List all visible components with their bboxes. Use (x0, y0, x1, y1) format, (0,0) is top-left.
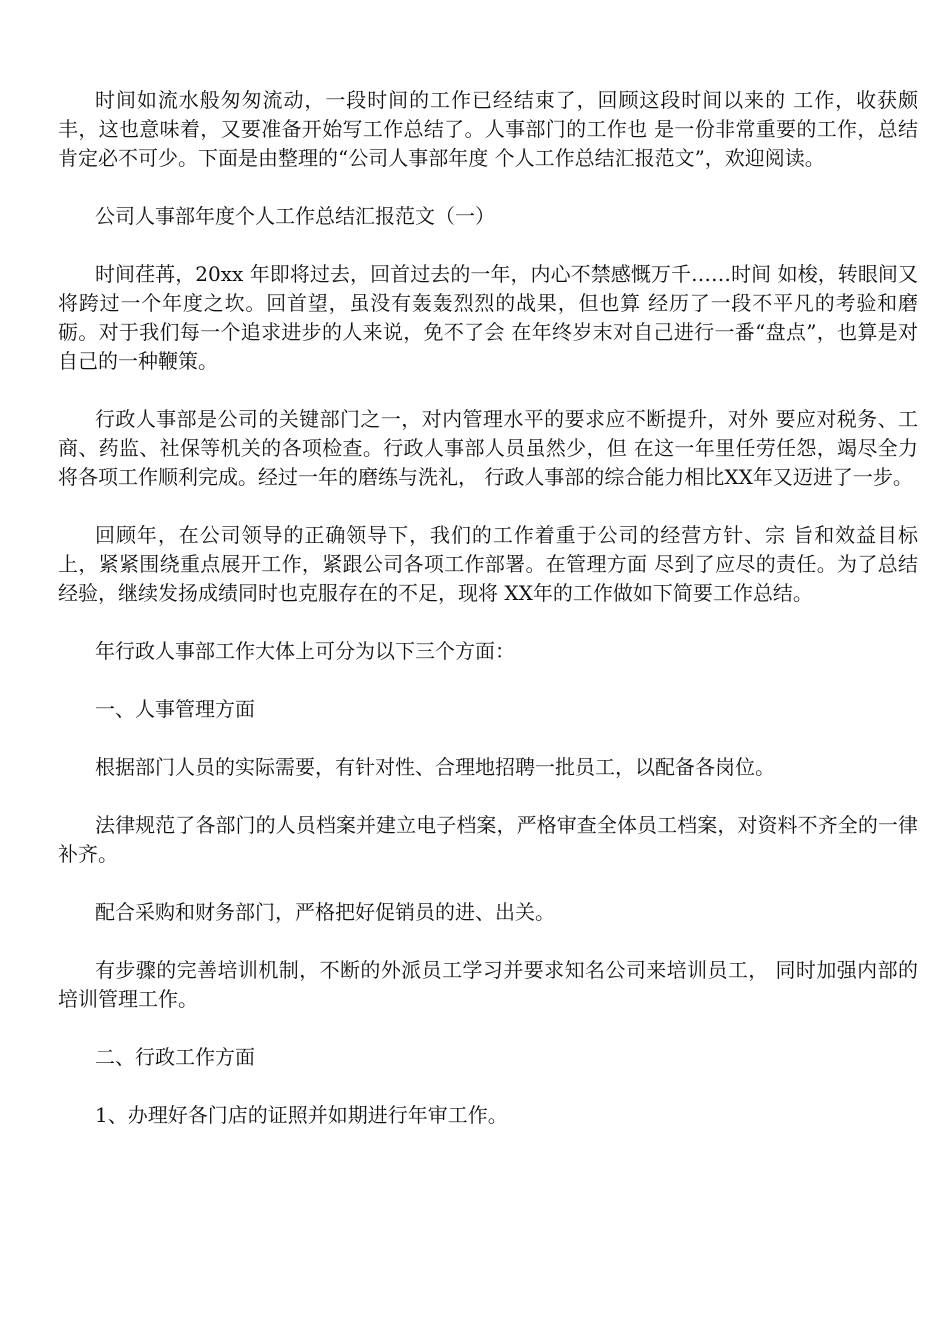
list-item: 1、办理好各门店的证照并如期进行年审工作。 (95, 1103, 508, 1127)
body-paragraph: 时间荏苒，20xx 年即将过去，回首过去的一年，内心不禁感慨万千……时间 如梭，转眼间又将跨过一个年度之坎。回首望，虽没有轰轰烈烈的战果，但也算 经历了一段不平凡的考验和磨砺。对于我们每一个追求进步的人来说，免不了会 在年终岁末对自己进行一番“盘点”，也算是对自己的一种鞭策。 (58, 262, 918, 373)
intro-paragraph: 时间如流水般匆匆流动，一段时间的工作已经结束了，回顾这段时间以来的 工作，收获颇丰，这也意味着，又要准备开始写工作总结了。人事部门的工作也 是一份非常重要的工作，总结肯定必不可少。下面是由整理的“公司人事部年度 个人工作总结汇报范文”，欢迎阅读。 (58, 88, 918, 170)
subsection-heading: 一、人事管理方面 (95, 697, 255, 721)
body-paragraph: 根据部门人员的实际需要，有针对性、合理地招聘一批员工，以配备各岗位。 (95, 755, 775, 779)
body-paragraph: 有步骤的完善培训机制，不断的外派员工学习并要求知名公司来培训员工， 同时加强内部的培训管理工作。 (58, 958, 918, 1011)
body-paragraph: 回顾年，在公司领导的正确领导下，我们的工作着重于公司的经营方针、宗 旨和效益目标上，紧紧围绕重点展开工作，紧跟公司各项工作部署。在管理方面 尽到了应尽的责任。为了总结经验，继续发扬成绩同时也克服存在的不足，现将 XX年的工作做如下简要工作总结。 (58, 523, 918, 605)
document-page (58, 86, 918, 1130)
body-paragraph: 行政人事部是公司的关键部门之一，对内管理水平的要求应不断提升，对外 要应对税务、工商、药监、社保等机关的各项检查。行政人事部人员虽然少，但 在这一年里任劳任怨，竭尽全力将各项工作顺利完成。经过一年的磨练与洗礼， 行政人事部的综合能力相比XX年又迈进了一步。 (58, 407, 918, 489)
body-paragraph: 法律规范了各部门的人员档案并建立电子档案，严格审查全体员工档案，对资料不齐全的一律补齐。 (58, 813, 918, 866)
section-title: 公司人事部年度个人工作总结汇报范文（一） (95, 204, 495, 228)
body-paragraph: 配合采购和财务部门，严格把好促销员的进、出关。 (95, 900, 555, 924)
subsection-heading: 二、行政工作方面 (95, 1045, 255, 1069)
body-paragraph: 年行政人事部工作大体上可分为以下三个方面： (95, 639, 515, 663)
